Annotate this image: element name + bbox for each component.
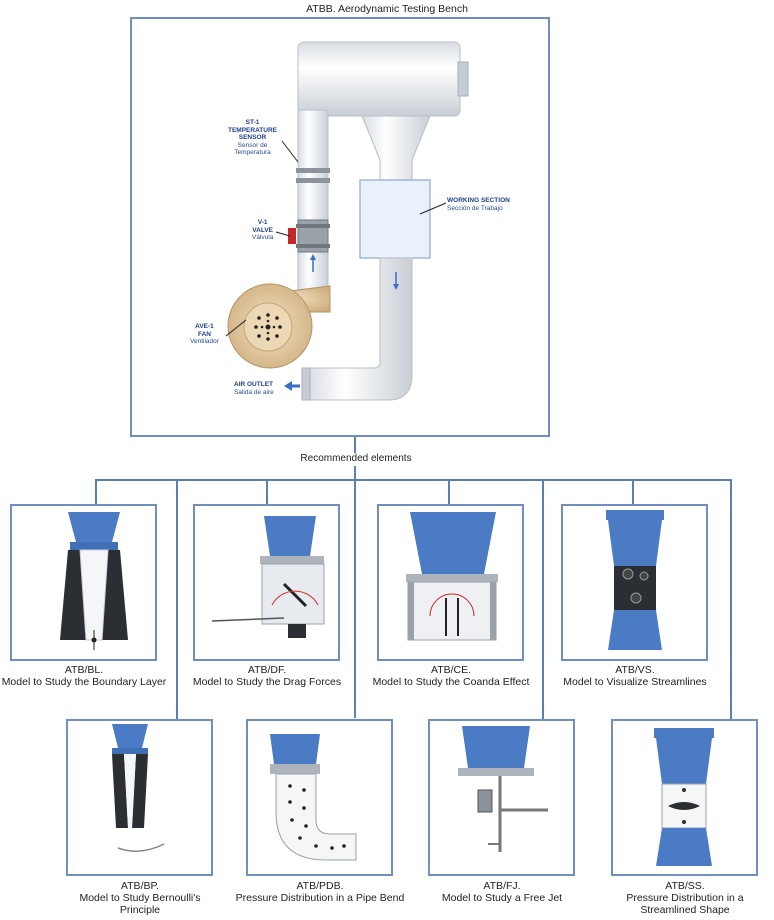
- recommended-elements-title: Recommended elements: [300, 453, 412, 464]
- valve-label: V-1 VALVE Válvula: [252, 219, 274, 241]
- air-outlet-label: AIR OUTLET Salida de aire: [234, 381, 274, 396]
- diagram-title: ATBB. Aerodynamic Testing Bench: [306, 3, 468, 15]
- model-caption-df: ATB/DF. Model to Study the Drag Forces: [192, 664, 342, 688]
- model-caption-vs: ATB/VS. Model to Visualize Streamlines: [563, 664, 707, 688]
- model-bl-illustration: [60, 512, 128, 650]
- model-caption-ss: ATB/SS. Pressure Distribution in a Streamlined Shape: [626, 880, 744, 916]
- model-ce-illustration: [406, 512, 498, 640]
- model-df-illustration: [212, 516, 324, 638]
- model-caption-ce: ATB/CE. Model to Study the Coanda Effect: [372, 664, 530, 688]
- model-caption-bp: ATB/BP. Model to Study Bernoulli's Principle: [79, 880, 201, 916]
- temperature-sensor-label: ST-1 TEMPERATURE SENSOR Sensor de Temperatura: [228, 119, 277, 156]
- model-ss-illustration: [654, 728, 714, 866]
- model-bp-illustration: [112, 724, 164, 851]
- model-caption-pdb: ATB/PDB. Pressure Distribution in a Pipe Bend: [235, 880, 405, 904]
- model-vs-illustration: [606, 510, 664, 650]
- model-caption-fj: ATB/FJ. Model to Study a Free Jet: [441, 880, 563, 904]
- model-fj-illustration: [458, 726, 548, 852]
- fan-label: AVE-1 FAN Ventilador: [190, 323, 219, 345]
- model-pdb-illustration: [270, 734, 356, 860]
- working-section-label: WORKING SECTION Sección de Trabajo: [447, 197, 510, 212]
- model-caption-bl: ATB/BL. Model to Study the Boundary Layer: [1, 664, 167, 688]
